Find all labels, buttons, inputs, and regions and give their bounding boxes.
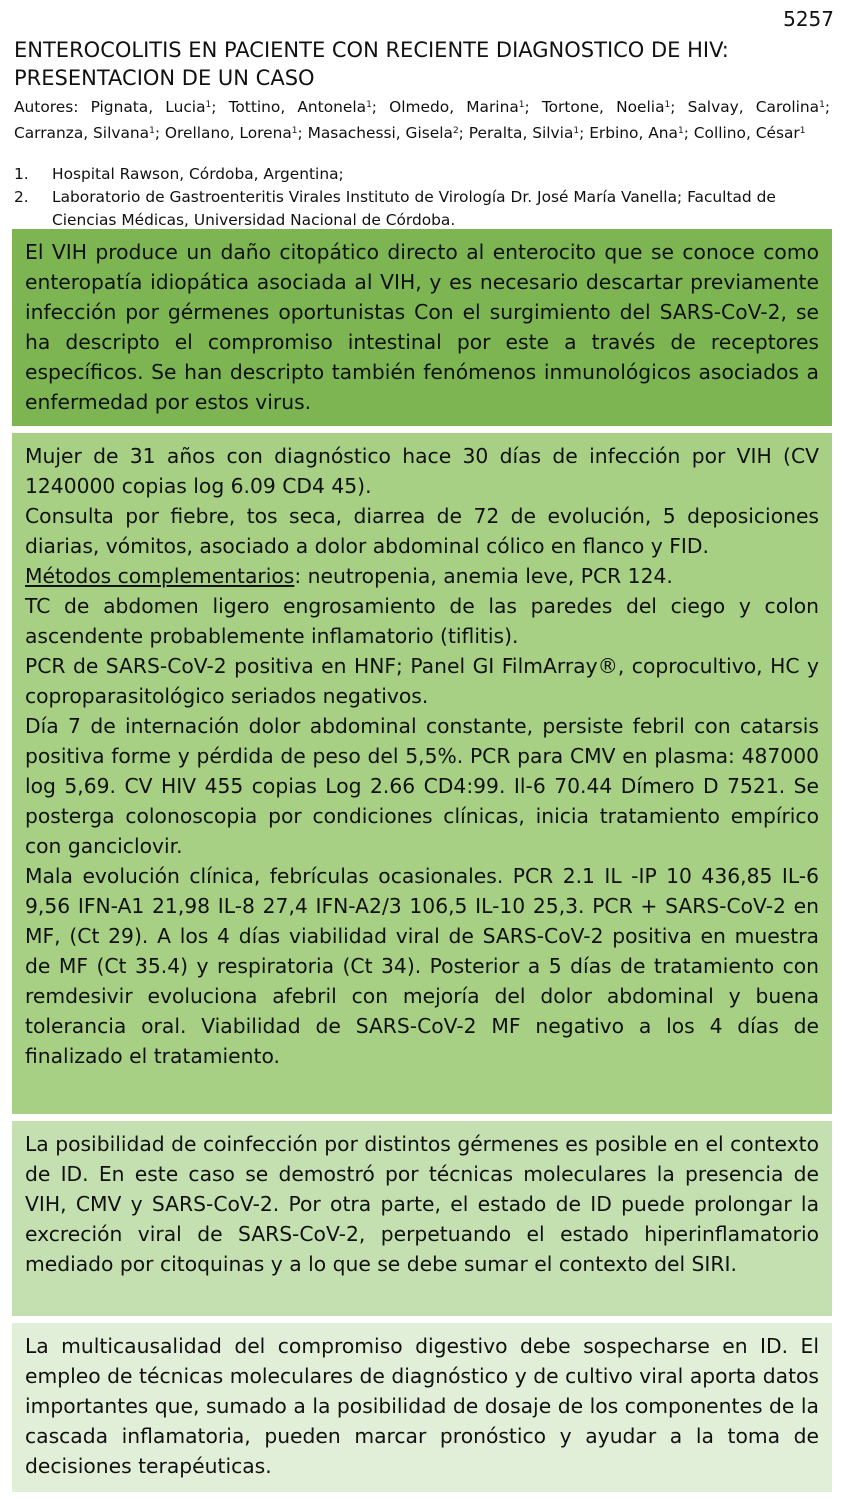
case-paragraph: Mujer de 31 años con diagnóstico hace 30 días de infección por VIH (CV 1240000 copias log 6.09 CD4 45).: [25, 444, 819, 498]
author: Erbino, Ana$^1$: [589, 124, 684, 142]
author: Collino, César$^1$: [693, 124, 806, 142]
case-section: [12, 433, 832, 1114]
author: Tottino, Antonela$^1$: [228, 98, 372, 116]
author: Olmedo, Marina$^1$: [389, 98, 525, 116]
conclusion-section: [12, 1323, 832, 1492]
author: Orellano, Lorena$^1$: [164, 124, 298, 142]
case-paragraph: PCR de SARS-CoV-2 positiva en HNF; Panel GI FilmArray®, coprocultivo, HC y coproparasitológico seriados negativos.: [25, 654, 819, 708]
authors-label: Autores:: [14, 98, 79, 116]
affiliation-item: 2. Laboratorio de Gastroenteritis Virales Instituto de Virología Dr. José María Vanella; Facultad de Ciencias Médicas, Universidad Nacional de Córdoba.: [14, 188, 776, 229]
paper-title: ENTEROCOLITIS EN PACIENTE CON RECIENTE DIAGNOSTICO DE HIV: PRESENTACION DE UN CASO: [14, 38, 729, 90]
author: Tortone, Noelia$^1$: [541, 98, 671, 116]
author-list: Autores: Pignata, Lucia$^1$; Tottino, Antonela$^1$; Olmedo, Marina$^1$; Tortone, Noelia$^1$; Salvay, Carolina$^1$; Carranza, Silvana$^1$; Orellano, Lorena$^1$; Masachessi, Gisela$^2$; Peralta, Silvia$^1$; Erbino, Ana$^1$; Collino, César$^1$: [14, 98, 831, 142]
author: Peralta, Silvia$^1$: [468, 124, 580, 142]
affiliation-item: 1. Hospital Rawson, Córdoba, Argentina;: [14, 165, 344, 183]
author: Masachessi, Gisela$^2$: [307, 124, 459, 142]
intro-text: El VIH produce un daño citopático directo al enterocito que se conoce como enteropatía idiopática asociada al VIH, y es necesario descartar previamente infección por gérmenes oportunistas Con el surgimiento del SARS-CoV-2, se ha descripto el compromiso intestinal por este a través de receptores específicos. Se han descripto también fenómenos inmunológicos asociados a enfermedad por estos virus.: [25, 240, 819, 414]
page-number: 5257: [783, 7, 834, 31]
conclusion-text: La multicausalidad del compromiso digestivo debe sospecharse en ID. El empleo de técnicas moleculares de diagnóstico y de cultivo viral aporta datos importantes que, sumado a la posibilidad de dosaje de los componentes de la cascada inflamatoria, pueden marcar pronóstico y ayudar a la toma de decisiones terapéuticas.: [25, 1334, 819, 1478]
author: Carranza, Silvana$^1$: [14, 124, 155, 142]
case-paragraph: Día 7 de internación dolor abdominal constante, persiste febril con catarsis positiva forme y pérdida de peso del 5,5%. PCR para CMV en plasma: 487000 log 5,69. CV HIV 455 copias Log 2.66 CD4:99. Il-6 70.44 Dímero D 7521. Se posterga colonoscopia por condiciones clínicas, inicia tratamiento empírico con ganciclovir.: [25, 714, 819, 858]
discussion-text: La posibilidad de coinfección por distintos gérmenes es posible en el contexto de ID. En este caso se demostró por técnicas moleculares la presencia de VIH, CMV y SARS-CoV-2. Por otra parte, el estado de ID puede prolongar la excreción viral de SARS-CoV-2, perpetuando el estado hiperinflamatorio mediado por citoquinas y a lo que se debe sumar el contexto del SIRI.: [25, 1132, 819, 1276]
case-paragraph: TC de abdomen ligero engrosamiento de las paredes del ciego y colon ascendente probablemente inflamatorio (tiflitis).: [25, 594, 819, 648]
methods-label: Métodos complementarios: [25, 564, 295, 588]
intro-section: [12, 229, 832, 426]
case-paragraph: Mala evolución clínica, febrículas ocasionales. PCR 2.1 IL -IP 10 436,85 IL-6 9,56 IFN-A1 21,98 IL-8 27,4 IFN-A2/3 106,5 IL-10 25,3. PCR + SARS-CoV-2 en MF, (Ct 29). A los 4 días viabilidad viral de SARS-CoV-2 positiva en muestra de MF (Ct 35.4) y respiratoria (Ct 34). Posterior a 5 días de tratamiento con remdesivir evoluciona afebril con mejoría del dolor abdominal y buena tolerancia oral. Viabilidad de SARS-CoV-2 MF negativo a los 4 días de finalizado el tratamiento.: [25, 864, 819, 1068]
author: Pignata, Lucia$^1$: [90, 98, 212, 116]
author: Salvay, Carolina$^1$: [687, 98, 825, 116]
discussion-section: [12, 1121, 832, 1316]
case-paragraph: Métodos complementarios: neutropenia, anemia leve, PCR 124.: [25, 564, 673, 588]
case-paragraph: Consulta por fiebre, tos seca, diarrea de 72 de evolución, 5 deposiciones diarias, vómitos, asociado a dolor abdominal cólico en flanco y FID.: [25, 504, 819, 558]
affiliation-list: [14, 163, 814, 232]
